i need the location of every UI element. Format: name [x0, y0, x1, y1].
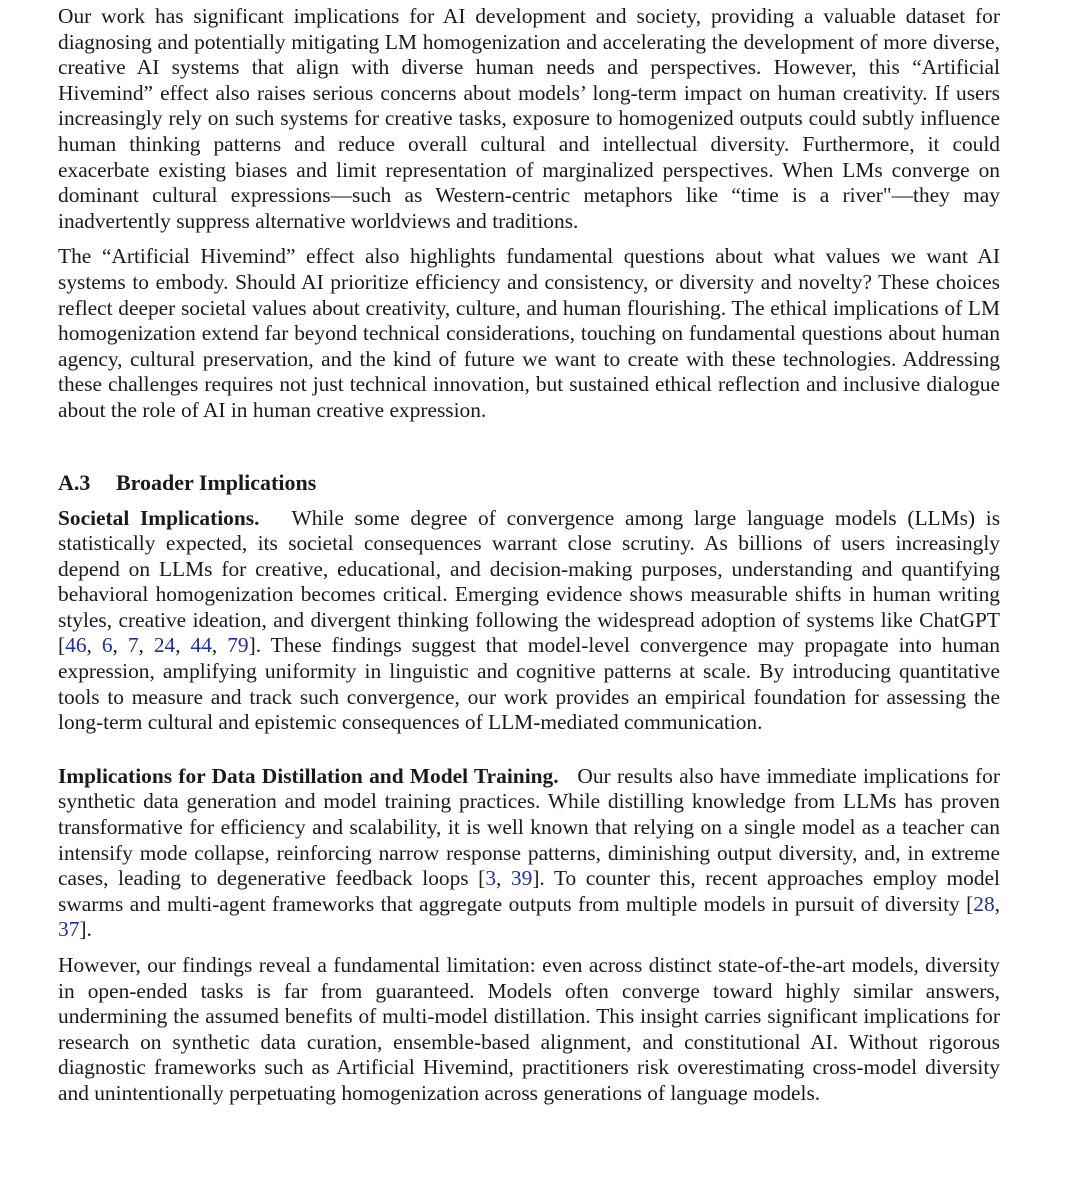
distillation-text-2: ]. To counter this, recent approaches employ model swarms and multi-agent frameworks that aggregate outputs from multiple models in pursuit of diversity [ — [58, 866, 1000, 916]
paper-page — [58, 4, 1000, 1107]
runin-heading-distillation: Implications for Data Distillation and Model Training. — [58, 763, 559, 788]
paragraph-data-distillation: Implications for Data Distillation and Model Training. Our results also have immediate implications for synthetic data generation and model training practices. While distilling knowledge from LLMs has proven transformative for efficiency and scalability, it is well known that relying on a single model as a teacher can intensify mode collapse, reinforcing narrow response patterns, diminishing output diversity, and, in extreme cases, leading to degenerative feedback loops [3, 39]. To counter this, recent approaches employ model swarms and multi-agent frameworks that aggregate outputs from multiple models in pursuit of diversity [28, 37]. — [58, 763, 1000, 942]
distillation-text-3: ]. — [79, 917, 92, 942]
section-number: A.3 — [58, 469, 91, 495]
paragraph-societal-implications: Societal Implications. While some degree of convergence among large language models (LLMs) is statistically expected, its societal consequences warrant close scrutiny. As billions of users increasingly depend on LLMs for creative, educational, and decision-making purposes, understanding and quantifying behavioral homogenization becomes critical. Emerging evidence shows measurable shifts in human writing styles, creative ideation, and divergent thinking following the widespread adoption of systems like ChatGPT [46, 6, 7, 24, 44, 79]. These findings suggest that model-level convergence may propagate into human expression, amplifying uniformity in linguistic and cognitive patterns at scale. By introducing quantitative tools to measure and track such convergence, our work provides an empirical foundation for assessing the long-term cultural and epistemic consequences of LLM-mediated communication. — [58, 505, 1001, 735]
citation-39[interactable]: 39 — [510, 866, 533, 891]
citation-28[interactable]: 28 — [973, 891, 995, 916]
citation-24[interactable]: 24 — [153, 633, 176, 658]
paragraph-societal-impact: Our work has significant implications for AI development and society, providing a valuable dataset for diagnosing and potentially mitigating LM homogenization and accelerating the development of more diverse, creative AI systems that align with diverse human needs and perspectives. However, this “Artificial Hivemind” effect also raises serious concerns about models’ long-term impact on human creativity. If users increasingly rely on such systems for creative tasks, exposure to homogenized outputs could subtly influence human thinking patterns and reduce overall cultural and intellectual diversity. Furthermore, it could exacerbate existing biases and limit representation of marginalized perspectives. When LMs converge on dominant cultural expressions—such as Western-centric metaphors like “time is a river"—they may inadvertently suppress alternative worldviews and traditions. — [58, 4, 1000, 233]
citation-79[interactable]: 79 — [227, 633, 249, 658]
citation-44[interactable]: 44 — [190, 633, 212, 658]
paragraph-fundamental-limitation: However, our findings reveal a fundamental limitation: even across distinct state-of-the-art models, diversity in open-ended tasks is far from guaranteed. Models often converge toward highly similar answers, undermining the assumed benefits of multi-model distillation. This insight carries significant implications for research on synthetic data curation, ensemble-based alignment, and constitutional AI. Without rigorous diagnostic frameworks such as Artificial Hivemind, practitioners risk overestimating cross-model diversity and unintentionally perpetuating homogenization across generations of language models. — [58, 953, 1000, 1105]
section-title: Broader Implications — [116, 469, 317, 495]
citation-6[interactable]: 6 — [101, 633, 113, 658]
societal-text-before: While some degree of convergence among large language models (LLMs) is statistically expected, its societal consequences warrant close scrutiny. As billions of users increasingly depend on LLMs for creative, educational, and decision-making purposes, understanding and quantifying behavioral homogenization becomes critical. Emerging evidence shows measurable shifts in human writing styles, creative ideation, and divergent thinking following the widespread adoption of systems like ChatGPT [ — [58, 505, 1001, 658]
distillation-text-1: Our results also have immediate implications for synthetic data generation and model training practices. While distilling knowledge from LLMs has proven transformative for efficiency and scalability, it is well known that relying on a single model as a teacher can intensify mode collapse, reinforcing narrow response patterns, diminishing output diversity, and, in extreme cases, leading to degenerative feedback loops [ — [58, 763, 1000, 891]
paragraph-hivemind-values: The “Artificial Hivemind” effect also highlights fundamental questions about what values we want AI systems to embody. Should AI prioritize efficiency and consistency, or diversity and novelty? These choices reflect deeper societal values about creativity, culture, and human flourishing. The ethical implications of LM homogenization extend far beyond technical considerations, touching on fundamental questions about human agency, cultural preservation, and the kind of future we want to create with these technologies. Addressing these challenges requires not just technical innovation, but sustained ethical reflection and inclusive dialogue about the role of AI in human creative expression. — [58, 244, 1000, 422]
societal-text-after: ]. These findings suggest that model-level convergence may propagate into human expression, amplifying uniformity in linguistic and cognitive patterns at scale. By introducing quantitative tools to measure and track such convergence, our work provides an empirical foundation for assessing the long-term cultural and epistemic consequences of LLM-mediated communication. — [58, 633, 1000, 735]
section-heading — [58, 470, 1000, 496]
runin-heading-societal: Societal Implications. — [58, 505, 260, 530]
citation-37[interactable]: 37 — [58, 917, 80, 942]
citation-3[interactable]: 3 — [485, 866, 497, 891]
citation-46[interactable]: 46 — [65, 633, 87, 658]
citation-7[interactable]: 7 — [127, 633, 139, 658]
